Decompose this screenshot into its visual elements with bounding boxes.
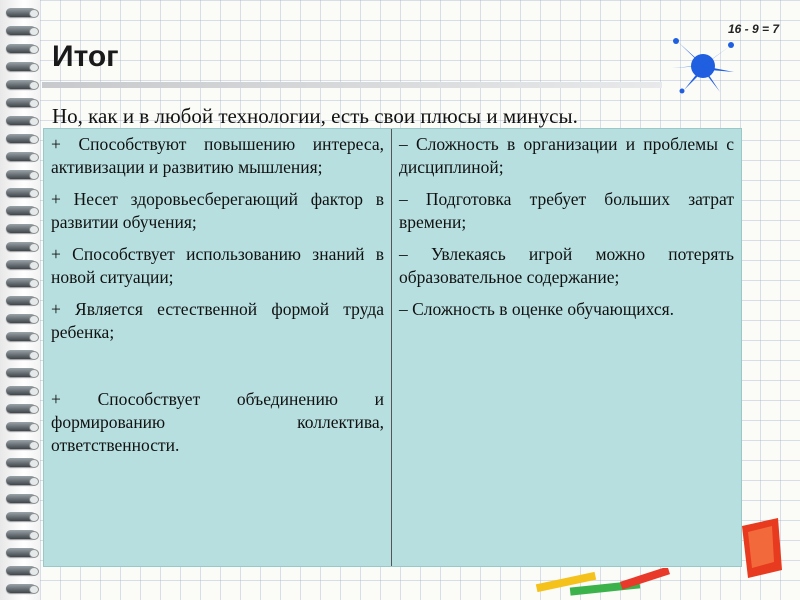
spiral-ring xyxy=(6,80,36,89)
pros-item: + Способствует использованию знаний в новой ситуации; xyxy=(51,244,384,287)
spiral-ring xyxy=(6,152,36,161)
spiral-ring xyxy=(6,476,36,485)
subtitle-text: Но, как и в любой технологии, есть свои плюсы и минусы. xyxy=(52,104,578,128)
orange-shape-decoration xyxy=(738,518,782,578)
spiral-ring xyxy=(6,512,36,521)
spiral-ring xyxy=(6,260,36,269)
spiral-ring xyxy=(6,188,36,197)
spiral-ring xyxy=(6,530,36,539)
pros-item: + Несет здоровьесберегающий фактор в развитии обучения; xyxy=(51,189,384,232)
pros-item: + Способствуют повышению интереса, активизации и развитию мышления; xyxy=(51,134,384,177)
spiral-ring xyxy=(6,386,36,395)
spiral-ring xyxy=(6,332,36,341)
spiral-ring xyxy=(6,278,36,287)
spiral-ring xyxy=(6,224,36,233)
spiral-ring xyxy=(6,584,36,593)
spiral-ring xyxy=(6,242,36,251)
spiral-ring xyxy=(6,404,36,413)
spiral-ring xyxy=(6,116,36,125)
spiral-ring xyxy=(6,170,36,179)
pros-item: + Является естественной формой труда ребенка; xyxy=(51,299,384,342)
spiral-ring xyxy=(6,566,36,575)
spiral-ring xyxy=(6,368,36,377)
cons-item: – Сложность в организации и проблемы с дисциплиной; xyxy=(399,134,734,177)
cons-item: – Увлекаясь игрой можно потерять образовательное содержание; xyxy=(399,244,734,287)
notebook-spiral xyxy=(0,0,40,600)
slide-title: Итог xyxy=(52,40,119,73)
pros-item: + Способствует объединению и формированию коллектива, ответственности. xyxy=(51,389,384,455)
spiral-ring xyxy=(6,206,36,215)
title-underline-bar xyxy=(42,82,662,88)
spiral-ring xyxy=(6,134,36,143)
cons-column xyxy=(392,129,741,566)
spiral-ring xyxy=(6,296,36,305)
pros-column xyxy=(44,129,392,566)
spiral-ring xyxy=(6,26,36,35)
spiral-ring xyxy=(6,8,36,17)
cons-item: – Подготовка требует больших затрат времени; xyxy=(399,189,734,232)
spiral-ring xyxy=(6,458,36,467)
spiral-ring xyxy=(6,422,36,431)
pros-cons-table xyxy=(43,128,742,567)
spiral-ring xyxy=(6,98,36,107)
pencils-decoration xyxy=(530,568,680,600)
spiral-ring xyxy=(6,44,36,53)
spiral-ring xyxy=(6,494,36,503)
spiral-ring xyxy=(6,548,36,557)
paint-splash-icon xyxy=(670,36,736,94)
spiral-ring xyxy=(6,62,36,71)
formula-text: 16 - 9 = 7 xyxy=(728,22,780,36)
spiral-ring xyxy=(6,314,36,323)
spiral-ring xyxy=(6,350,36,359)
spiral-ring xyxy=(6,440,36,449)
cons-item: – Сложность в оценке обучающихся. xyxy=(399,299,675,319)
